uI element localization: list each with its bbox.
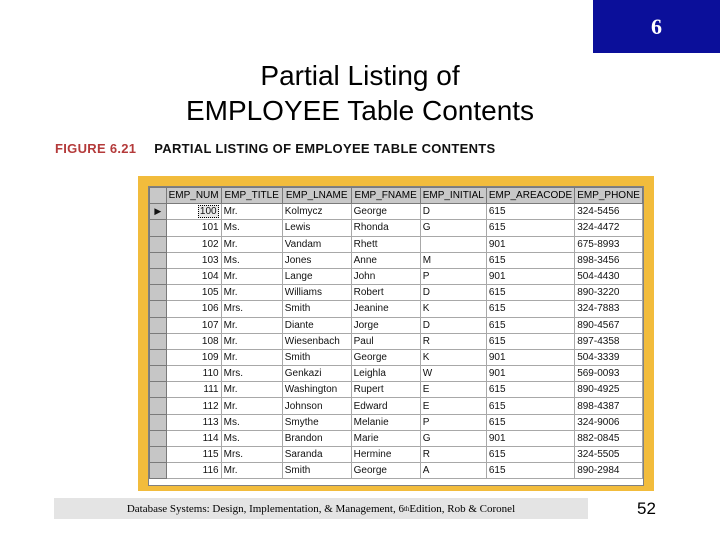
- table-cell-emp-fname[interactable]: Rupert: [351, 382, 420, 398]
- table-cell-emp-areacode[interactable]: 615: [486, 382, 574, 398]
- table-cell-emp-initial[interactable]: D: [420, 317, 486, 333]
- table-cell-emp-title[interactable]: Ms.: [221, 220, 282, 236]
- table-cell-emp-lname[interactable]: Johnson: [282, 398, 351, 414]
- table-cell-emp-num[interactable]: 109: [166, 349, 221, 365]
- table-cell-emp-lname[interactable]: Smythe: [282, 414, 351, 430]
- table-figure-frame: [138, 176, 654, 491]
- table-cell-emp-lname[interactable]: Washington: [282, 382, 351, 398]
- table-cell-emp-phone[interactable]: 898-4387: [575, 398, 643, 414]
- table-cell-emp-title[interactable]: Ms.: [221, 252, 282, 268]
- page-number: 52: [637, 499, 656, 518]
- row-selector[interactable]: ▶: [150, 204, 167, 220]
- table-cell-emp-phone[interactable]: 324-9006: [575, 414, 643, 430]
- table-row[interactable]: [150, 220, 643, 236]
- table-cell-emp-title[interactable]: Mr.: [221, 463, 282, 479]
- table-cell-emp-fname[interactable]: Melanie: [351, 414, 420, 430]
- table-cell-emp-num[interactable]: 101: [166, 220, 221, 236]
- chapter-badge: [593, 0, 720, 53]
- table-cell-emp-phone[interactable]: 890-4925: [575, 382, 643, 398]
- row-selector[interactable]: [150, 268, 167, 284]
- table-cell-emp-lname[interactable]: Saranda: [282, 447, 351, 463]
- table-cell-emp-lname[interactable]: Smith: [282, 349, 351, 365]
- column-header-emp-title[interactable]: EMP_TITLE: [221, 188, 282, 204]
- table-row[interactable]: [150, 317, 643, 333]
- slide-title-line2: EMPLOYEE Table Contents: [185, 95, 535, 126]
- table-cell-emp-areacode[interactable]: 615: [486, 463, 574, 479]
- table-cell-emp-fname[interactable]: Rhonda: [351, 220, 420, 236]
- table-cell-emp-lname[interactable]: Jones: [282, 252, 351, 268]
- row-selector[interactable]: [150, 447, 167, 463]
- table-cell-emp-num[interactable]: [166, 204, 221, 220]
- table-cell-emp-title[interactable]: Mr.: [221, 333, 282, 349]
- table-cell-emp-phone[interactable]: 569-0093: [575, 366, 643, 382]
- row-selector[interactable]: [150, 366, 167, 382]
- table-cell-emp-num[interactable]: 110: [166, 366, 221, 382]
- row-selector[interactable]: [150, 236, 167, 252]
- table-cell-emp-areacode[interactable]: 615: [486, 252, 574, 268]
- table-cell-emp-phone[interactable]: 324-5456: [575, 204, 643, 220]
- table-cell-emp-title[interactable]: Mrs.: [221, 301, 282, 317]
- table-cell-emp-initial[interactable]: W: [420, 366, 486, 382]
- citation-text-end: Edition, Rob & Coronel: [409, 502, 516, 515]
- table-cell-emp-phone[interactable]: 898-3456: [575, 252, 643, 268]
- table-cell-emp-title[interactable]: Mr.: [221, 398, 282, 414]
- table-cell-emp-initial[interactable]: [420, 236, 486, 252]
- table-cell-emp-num[interactable]: 111: [166, 382, 221, 398]
- table-row[interactable]: [150, 349, 643, 365]
- table-row[interactable]: [150, 447, 643, 463]
- table-cell-emp-lname[interactable]: Williams: [282, 285, 351, 301]
- table-cell-emp-title[interactable]: Mr.: [221, 349, 282, 365]
- table-row[interactable]: [150, 430, 643, 446]
- row-selector[interactable]: [150, 430, 167, 446]
- row-selector[interactable]: [150, 349, 167, 365]
- column-header-emp-phone[interactable]: EMP_PHONE: [575, 188, 643, 204]
- table-cell-emp-num[interactable]: 105: [166, 285, 221, 301]
- table-cell-emp-fname[interactable]: Paul: [351, 333, 420, 349]
- table-row[interactable]: [150, 252, 643, 268]
- table-cell-emp-title[interactable]: Ms.: [221, 414, 282, 430]
- table-cell-emp-initial[interactable]: M: [420, 252, 486, 268]
- table-row[interactable]: [150, 414, 643, 430]
- row-selector-header[interactable]: [150, 188, 167, 204]
- table-cell-emp-phone[interactable]: 324-4472: [575, 220, 643, 236]
- table-cell-emp-phone[interactable]: 890-3220: [575, 285, 643, 301]
- table-cell-emp-initial[interactable]: R: [420, 333, 486, 349]
- table-cell-emp-fname[interactable]: Robert: [351, 285, 420, 301]
- table-cell-emp-lname[interactable]: Smith: [282, 463, 351, 479]
- table-cell-emp-fname[interactable]: George: [351, 204, 420, 220]
- row-selector[interactable]: [150, 301, 167, 317]
- table-cell-emp-initial[interactable]: R: [420, 447, 486, 463]
- table-cell-emp-fname[interactable]: Jorge: [351, 317, 420, 333]
- table-cell-emp-num[interactable]: 115: [166, 447, 221, 463]
- table-cell-emp-areacode[interactable]: 615: [486, 317, 574, 333]
- table-cell-emp-fname[interactable]: Jeanine: [351, 301, 420, 317]
- table-row[interactable]: [150, 398, 643, 414]
- table-cell-emp-phone[interactable]: 324-7883: [575, 301, 643, 317]
- table-cell-emp-fname[interactable]: Anne: [351, 252, 420, 268]
- table-cell-emp-num[interactable]: 107: [166, 317, 221, 333]
- table-cell-emp-initial[interactable]: P: [420, 268, 486, 284]
- table-cell-emp-initial[interactable]: G: [420, 220, 486, 236]
- table-cell-emp-title[interactable]: Mrs.: [221, 366, 282, 382]
- table-cell-emp-areacode[interactable]: 615: [486, 398, 574, 414]
- table-cell-emp-title[interactable]: Ms.: [221, 430, 282, 446]
- table-row[interactable]: [150, 463, 643, 479]
- table-cell-emp-num[interactable]: 103: [166, 252, 221, 268]
- table-cell-emp-initial[interactable]: K: [420, 301, 486, 317]
- table-cell-emp-num[interactable]: 106: [166, 301, 221, 317]
- footer-citation: [54, 498, 588, 519]
- table-cell-emp-title[interactable]: Mr.: [221, 236, 282, 252]
- table-cell-emp-phone[interactable]: 890-4567: [575, 317, 643, 333]
- table-cell-emp-areacode[interactable]: 615: [486, 333, 574, 349]
- column-header-emp-lname[interactable]: EMP_LNAME: [282, 188, 351, 204]
- table-cell-emp-title[interactable]: Mr.: [221, 285, 282, 301]
- table-cell-emp-fname[interactable]: Marie: [351, 430, 420, 446]
- table-row[interactable]: [150, 204, 643, 220]
- table-cell-emp-initial[interactable]: G: [420, 430, 486, 446]
- table-cell-emp-phone[interactable]: 882-0845: [575, 430, 643, 446]
- table-cell-emp-initial[interactable]: D: [420, 285, 486, 301]
- table-cell-emp-lname[interactable]: Kolmycz: [282, 204, 351, 220]
- table-cell-emp-areacode[interactable]: 615: [486, 285, 574, 301]
- table-cell-emp-title[interactable]: Mr.: [221, 382, 282, 398]
- row-selector[interactable]: [150, 285, 167, 301]
- table-cell-emp-num[interactable]: 102: [166, 236, 221, 252]
- slide-title-line1: Partial Listing of: [260, 60, 460, 91]
- table-cell-emp-phone[interactable]: 324-5505: [575, 447, 643, 463]
- employee-table: [149, 187, 643, 479]
- table-cell-emp-num[interactable]: 113: [166, 414, 221, 430]
- table-cell-emp-areacode[interactable]: 901: [486, 268, 574, 284]
- table-cell-emp-initial[interactable]: D: [420, 204, 486, 220]
- table-cell-emp-phone[interactable]: 897-4358: [575, 333, 643, 349]
- row-selector[interactable]: [150, 463, 167, 479]
- row-selector[interactable]: [150, 252, 167, 268]
- table-cell-emp-num[interactable]: 104: [166, 268, 221, 284]
- citation-superscript: th: [403, 504, 410, 513]
- table-cell-emp-fname[interactable]: John: [351, 268, 420, 284]
- table-row[interactable]: [150, 366, 643, 382]
- figure-caption: [55, 141, 495, 156]
- table-cell-emp-phone[interactable]: 504-3339: [575, 349, 643, 365]
- citation-text-start: Database Systems: Design, Implementation, & Management, 6: [126, 502, 404, 515]
- table-row[interactable]: [150, 236, 643, 252]
- table-cell-emp-initial[interactable]: E: [420, 398, 486, 414]
- table-cell-emp-areacode[interactable]: 615: [486, 301, 574, 317]
- table-cell-emp-areacode[interactable]: 615: [486, 414, 574, 430]
- table-row[interactable]: [150, 301, 643, 317]
- chapter-number: 6: [651, 13, 662, 39]
- table-cell-emp-areacode[interactable]: 901: [486, 366, 574, 382]
- table-cell-emp-lname[interactable]: Brandon: [282, 430, 351, 446]
- row-selector[interactable]: [150, 220, 167, 236]
- slide-title: [0, 58, 720, 128]
- table-cell-emp-num[interactable]: 108: [166, 333, 221, 349]
- table-cell-emp-areacode[interactable]: 901: [486, 430, 574, 446]
- table-cell-emp-lname[interactable]: Wiesenbach: [282, 333, 351, 349]
- table-cell-emp-areacode[interactable]: 615: [486, 447, 574, 463]
- row-selector[interactable]: [150, 414, 167, 430]
- table-cell-emp-lname[interactable]: Genkazi: [282, 366, 351, 382]
- table-cell-emp-title[interactable]: Mr.: [221, 268, 282, 284]
- table-cell-emp-lname[interactable]: Smith: [282, 301, 351, 317]
- table-cell-emp-lname[interactable]: Vandam: [282, 236, 351, 252]
- table-row[interactable]: [150, 382, 643, 398]
- column-header-emp-initial[interactable]: EMP_INITIAL: [420, 188, 486, 204]
- column-header-emp-areacode[interactable]: EMP_AREACODE: [486, 188, 574, 204]
- table-cell-emp-fname[interactable]: Rhett: [351, 236, 420, 252]
- active-cell[interactable]: 100: [199, 206, 217, 218]
- table-cell-emp-fname[interactable]: Leighla: [351, 366, 420, 382]
- row-selector[interactable]: [150, 382, 167, 398]
- table-cell-emp-num[interactable]: 116: [166, 463, 221, 479]
- table-cell-emp-fname[interactable]: Hermine: [351, 447, 420, 463]
- table-cell-emp-areacode[interactable]: 615: [486, 220, 574, 236]
- table-row[interactable]: [150, 333, 643, 349]
- datasheet-grid[interactable]: [148, 186, 644, 486]
- table-cell-emp-initial[interactable]: A: [420, 463, 486, 479]
- table-cell-emp-initial[interactable]: P: [420, 414, 486, 430]
- table-cell-emp-phone[interactable]: 504-4430: [575, 268, 643, 284]
- table-cell-emp-lname[interactable]: Lange: [282, 268, 351, 284]
- table-row[interactable]: [150, 268, 643, 284]
- figure-number: FIGURE 6.21: [55, 141, 137, 156]
- table-cell-emp-initial[interactable]: E: [420, 382, 486, 398]
- column-header-emp-num[interactable]: EMP_NUM: [166, 188, 221, 204]
- table-row[interactable]: [150, 285, 643, 301]
- table-cell-emp-phone[interactable]: 890-2984: [575, 463, 643, 479]
- row-selector[interactable]: [150, 333, 167, 349]
- table-cell-emp-num[interactable]: 114: [166, 430, 221, 446]
- table-cell-emp-phone[interactable]: 675-8993: [575, 236, 643, 252]
- table-header-row: [150, 188, 643, 204]
- table-cell-emp-fname[interactable]: Edward: [351, 398, 420, 414]
- table-cell-emp-fname[interactable]: George: [351, 349, 420, 365]
- table-cell-emp-fname[interactable]: George: [351, 463, 420, 479]
- row-selector[interactable]: [150, 317, 167, 333]
- table-cell-emp-num[interactable]: 112: [166, 398, 221, 414]
- table-cell-emp-initial[interactable]: K: [420, 349, 486, 365]
- table-cell-emp-title[interactable]: Mr.: [221, 204, 282, 220]
- table-cell-emp-title[interactable]: Mr.: [221, 317, 282, 333]
- table-cell-emp-areacode[interactable]: 901: [486, 349, 574, 365]
- column-header-emp-fname[interactable]: EMP_FNAME: [351, 188, 420, 204]
- table-cell-emp-areacode[interactable]: 901: [486, 236, 574, 252]
- table-cell-emp-title[interactable]: Mrs.: [221, 447, 282, 463]
- table-cell-emp-lname[interactable]: Lewis: [282, 220, 351, 236]
- table-cell-emp-areacode[interactable]: 615: [486, 204, 574, 220]
- table-cell-emp-lname[interactable]: Diante: [282, 317, 351, 333]
- figure-title: PARTIAL LISTING OF EMPLOYEE TABLE CONTENTS: [154, 141, 496, 156]
- table-body: [150, 204, 643, 479]
- row-selector[interactable]: [150, 398, 167, 414]
